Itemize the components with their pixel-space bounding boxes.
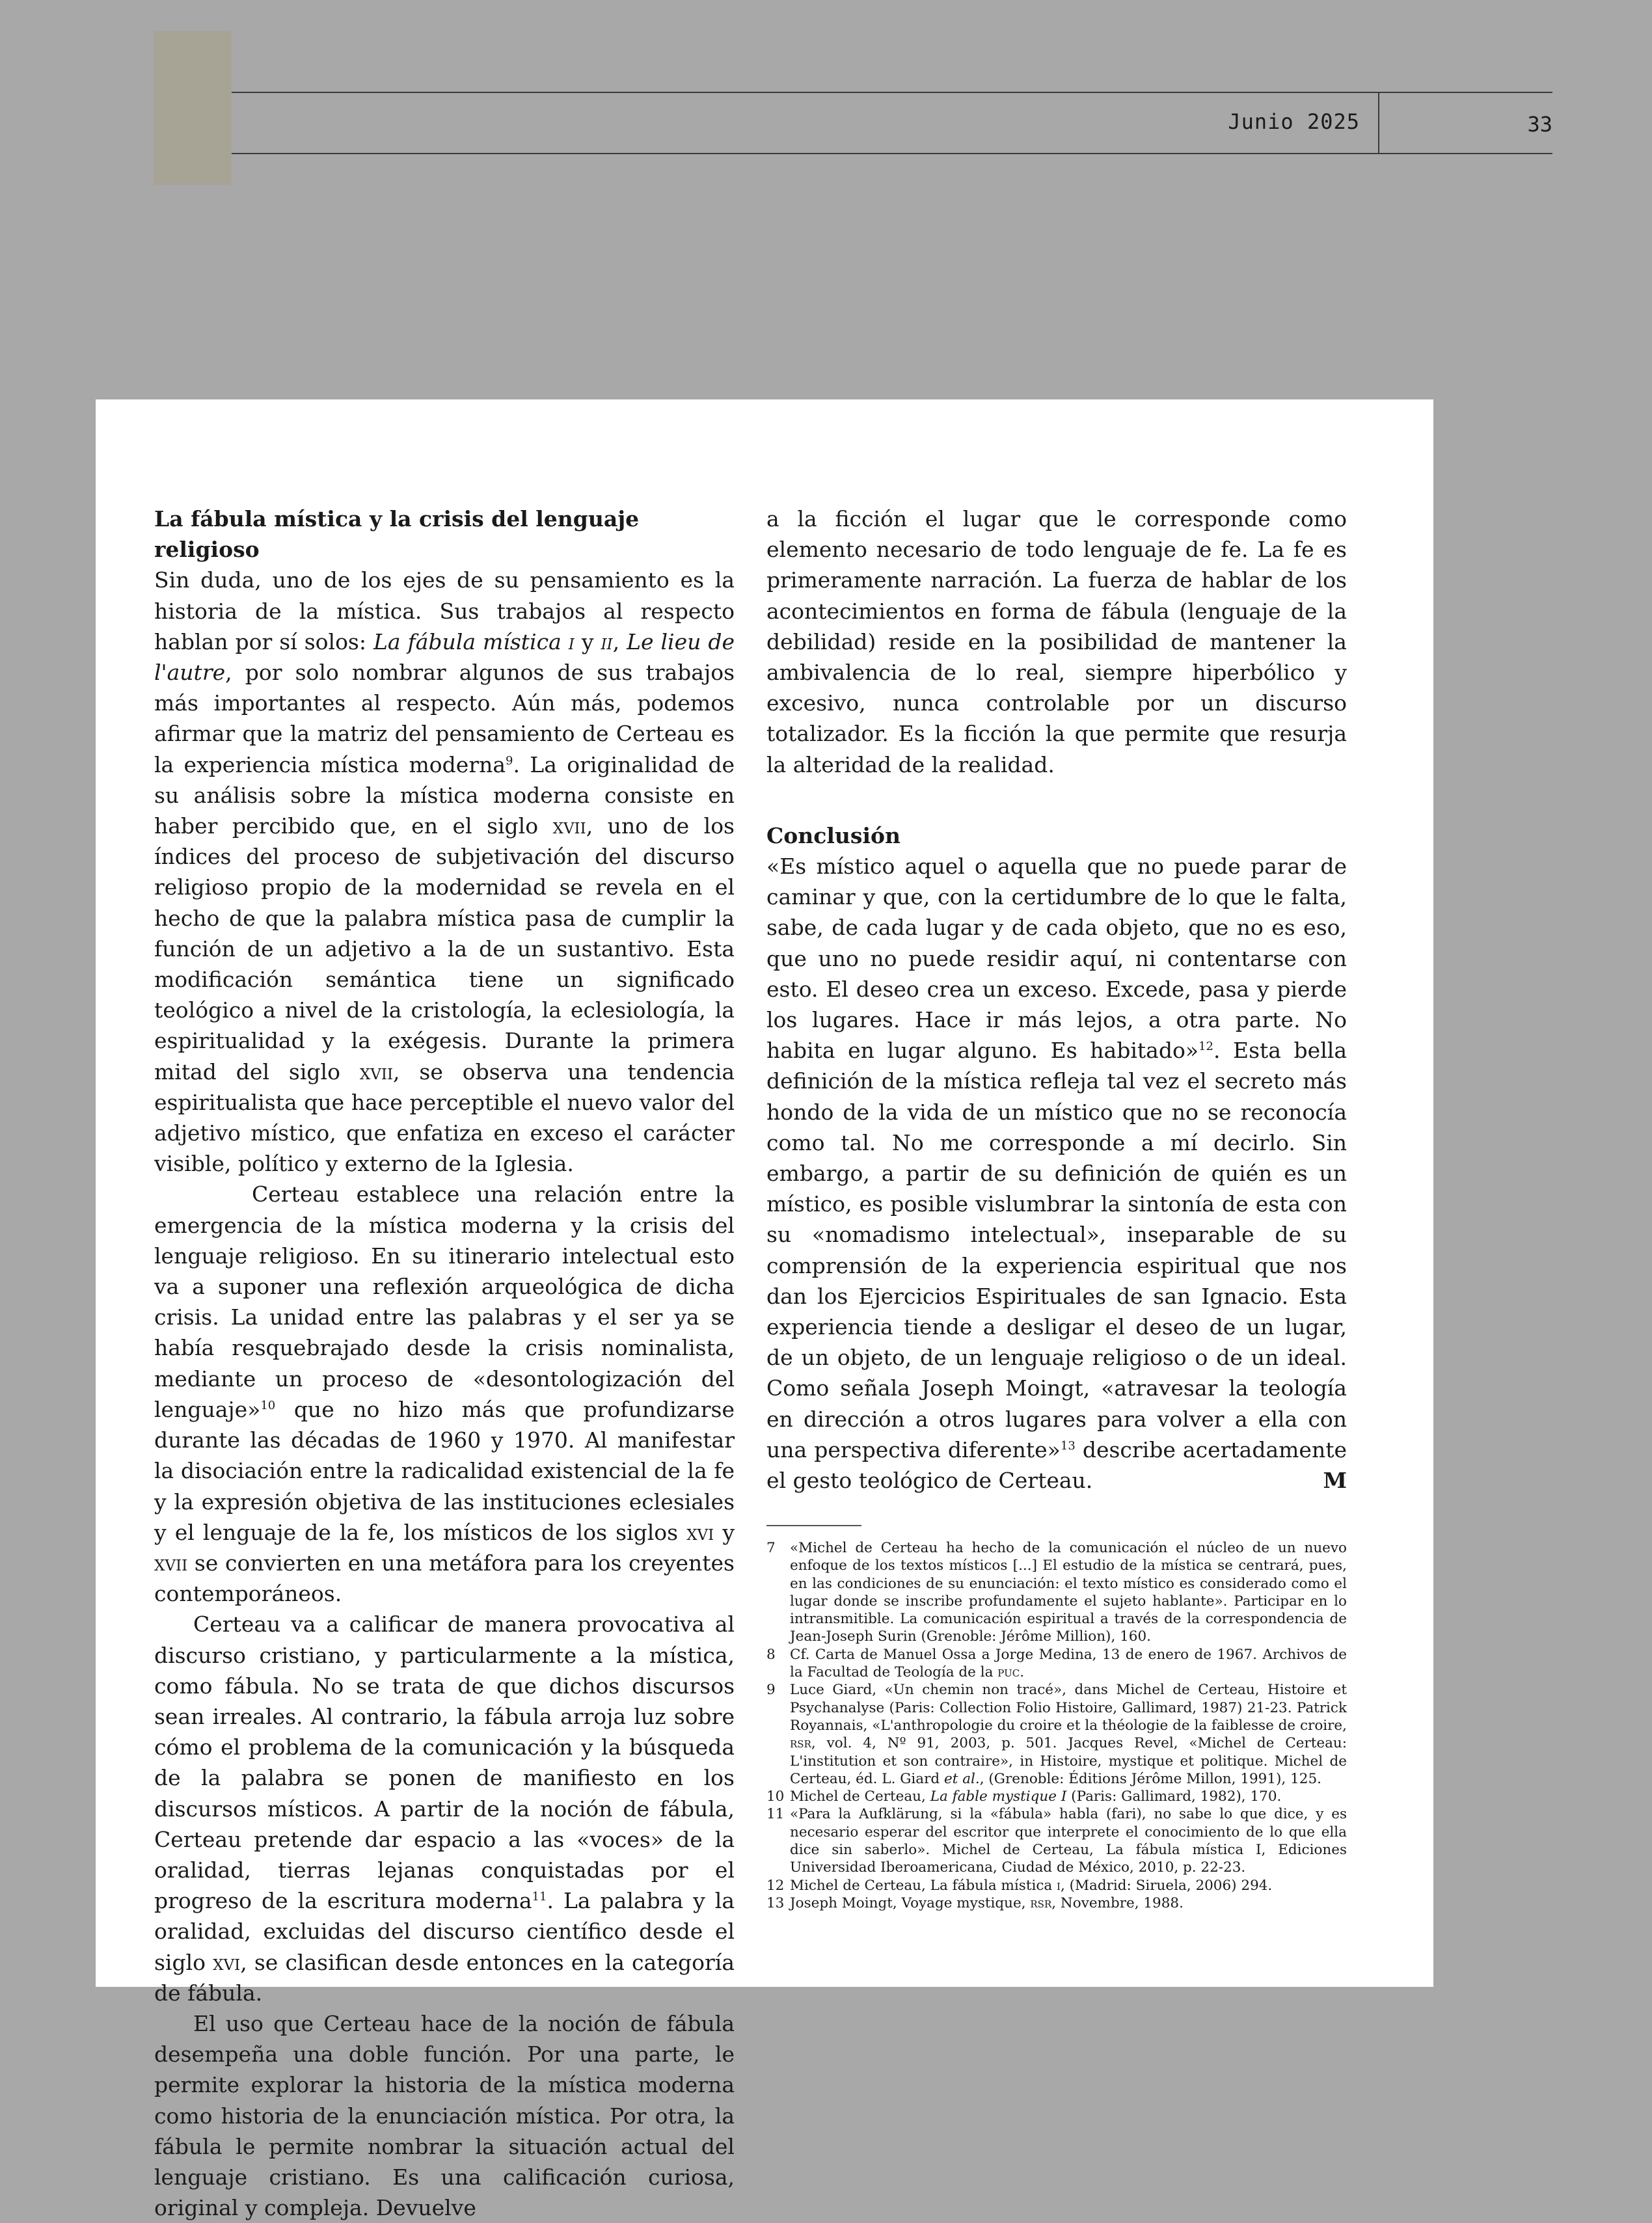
footnote-text: «Para la Aufklärung, si la «fábula» habla (fari), no sabe lo que dice, y es necesario esperar del escritor que interprete el conocimiento de lo que ella dice sin saberlo». Michel de Certeau, La fábula mística I, Ediciones Universidad Iberoamericana, Ciudad de México, 2010, p. 22-23.: [790, 1806, 1347, 1876]
column-right: [766, 504, 1347, 1496]
footnote-7: [766, 1539, 1347, 1646]
footnote-ref-9[interactable]: 9: [506, 753, 513, 768]
paragraph-6: «Es místico aquel o aquella que no puede parar de caminar y que, con la certidumbre de lo que le falta, sabe, de cada lugar y de cada objeto, que no es eso, que uno no puede residir aquí, ni contentarse con esto. El deseo crea un exceso. Excede, pasa y pierde los lugares. Hace ir más lejos, a otra parte. No habita en lugar alguno. Es habitado»$^{12}$. Esta bella definición de la mística refleja tal vez el secreto más hondo de la vida de un místico que no se reconocía como tal. No me corresponde a mí decirlo. Sin embargo, a partir de su definición de quién es un místico, es posible vislumbrar la sintonía de esta con su «nomadismo intelectual», inseparable de su comprensión de la experiencia espiritual que nos dan los Ejercicios Espirituales de san Ignacio. Esta experiencia tiende a desligar el deseo de un lugar, de un objeto, de un lenguaje religioso o de un ideal. Como señala Joseph Moingt, «atravesar la teología en dirección a otros lugares para volver a ella con una perspectiva diferente»$^{13}$ describe acertadamente el gesto teológico de Certeau. M: [766, 851, 1347, 1496]
issue-date: Junio 2025: [1228, 109, 1360, 134]
header-divider: [1378, 92, 1379, 154]
end-mark: M: [1323, 1468, 1347, 1494]
footnote-ref-13[interactable]: 13: [1060, 1438, 1076, 1453]
footnote-number: 11: [766, 1806, 785, 1823]
footnote-13: [766, 1894, 1347, 1912]
footnote-text: Joseph Moingt, Voyage mystique, rsr, Novembre, 1988.: [790, 1894, 1184, 1911]
footnote-12: [766, 1877, 1347, 1894]
footnote-text: Michel de Certeau, La fable mystique I (Paris: Gallimard, 1982), 170.: [790, 1788, 1282, 1805]
column-left: [154, 504, 735, 2223]
paragraph-1: Sin duda, uno de los ejes de su pensamiento es la historia de la mística. Sus trabajos al respecto hablan por sí solos: La fábula mística i y ii, Le lieu de l'autre, por solo nombrar algunos de sus trabajos más importantes al respecto. Aún más, podemos afirmar que la matriz del pensamiento de Certeau es la experiencia mística moderna$^9$. La originalidad de su análisis sobre la mística moderna consiste en haber percibido que, en el siglo xvii, uno de los índices del proceso de subjetivación del discurso religioso propio de la modernidad se revela en el hecho de que la palabra mística pasa de cumplir la función de un adjetivo a la de un sustantivo. Esta modificación semántica tiene un significado teológico a nivel de la cristología, la eclesiología, la espiritualidad y la exégesis. Durante la primera mitad del siglo xvii, se observa una tendencia espiritualista que hace perceptible el nuevo valor del adjetivo místico, que enfatiza en exceso el carácter visible, político y externo de la Iglesia.: [154, 567, 735, 1177]
article-page: [96, 399, 1433, 2221]
footnote-10: [766, 1788, 1347, 1805]
footnote-text: «Michel de Certeau ha hecho de la comunicación el núcleo de un nuevo enfoque de los textos místicos [...] El estudio de la mística se centrará, pues, en las condiciones de su enunciación: el texto místico es considerado como el lugar donde se inscribe profundamente el sujeto hablante». Participar en lo intransmitible. La comunicación espiritual a través de la correspondencia de Jean-Joseph Surin (Grenoble: Jérôme Million), 160.: [790, 1540, 1347, 1645]
footnote-number: 13: [766, 1894, 785, 1911]
footnote-number: 10: [766, 1788, 785, 1805]
footnote-text: Michel de Certeau, La fábula mística i, (Madrid: Siruela, 2006) 294.: [790, 1877, 1273, 1894]
paragraph-3: Certeau va a calificar de manera provocativa al discurso cristiano, y particularmente a la mística, como fábula. No se trata de que dichos discursos sean irreales. Al contrario, la fábula arroja luz sobre cómo el problema de la comunicación y la búsqueda de la palabra se ponen de manifiesto en los discursos místicos. A partir de la noción de fábula, Certeau pretende dar espacio a las «voces» de la oralidad, tierras lejanas conquistadas por el progreso de la escritura moderna$^{11}$. La palabra y la oralidad, excluidas del discurso científico desde el siglo xvi, se clasifican desde entonces en la categoría de fábula.: [154, 1611, 735, 2006]
footnote-11: [766, 1805, 1347, 1876]
paragraph-2: Certeau establece una relación entre la emergencia de la mística moderna y la crisis del lenguaje religioso. En su itinerario intelectual esto va a suponer una reflexión arqueológica de dicha crisis. La unidad entre las palabras y el ser ya se había resquebrajado desde la crisis nominalista, mediante un proceso de «desontologización del lenguaje»$^{10}$ que no hizo más que profundizarse durante las décadas de 1960 y 1970. Al manifestar la disociación entre la radicalidad existencial de la fe y la expresión objetiva de las instituciones eclesiales y el lenguaje de la fe, los místicos de los siglos xvi y xvii se convierten en una metáfora para los creyentes contemporáneos.: [154, 1181, 735, 1607]
header-rule-bottom: [232, 153, 1552, 154]
footnote-number: 9: [766, 1682, 776, 1699]
footnotes: [766, 1539, 1347, 1912]
footnote-number: 7: [766, 1540, 776, 1556]
conclusion-title: Conclusión: [766, 822, 901, 848]
footnote-text: Luce Giard, «Un chemin non tracé», dans Michel de Certeau, Histoire et Psychanalyse (Paris: Collection Folio Histoire, Gallimard, 1987) 21-23. Patrick Royannais, «L'anthropologie du croire et la théologie de la faiblesse de croire, rsr, vol. 4, Nº 91, 2003, p. 501. Jacques Revel, «Michel de Certeau: L'institution et son contraire», in Histoire, mystique et politique. Michel de Certeau, éd. L. Giard et al., (Grenoble: Éditions Jérôme Millon, 1991), 125.: [790, 1682, 1347, 1787]
footnote-rule: [766, 1525, 861, 1526]
header-accent-block: [154, 31, 232, 185]
footnote-ref-12[interactable]: 12: [1198, 1040, 1213, 1054]
footnote-8: [766, 1646, 1347, 1682]
footnote-text: Cf. Carta de Manuel Ossa a Jorge Medina, 13 de enero de 1967. Archivos de la Facultad de Teología de la puc.: [790, 1646, 1347, 1681]
paragraph-4: El uso que Certeau hace de la noción de fábula desempeña una doble función. Por una parte, le permite explorar la historia de la mística moderna como historia de la enunciación mística. Por otra, la fábula le permite nombrar la situación actual del lenguaje cristiano. Es una calificación curiosa, original y compleja. Devuelve: [154, 2010, 735, 2221]
section-title: La fábula mística y la crisis del lenguaje religioso: [154, 506, 640, 563]
footnote-ref-10[interactable]: 10: [260, 1398, 276, 1412]
footnote-9: [766, 1681, 1347, 1788]
footnote-number: 8: [766, 1646, 776, 1663]
page-number: 33: [1527, 112, 1552, 137]
footnote-ref-11[interactable]: 11: [532, 1890, 547, 1904]
header-rule-top: [232, 92, 1552, 93]
paragraph-5: a la ficción el lugar que le corresponde como elemento necesario de todo lenguaje de fe. La fe es primeramente narración. La fuerza de hablar de los acontecimientos en forma de fábula (lenguaje de la debilidad) reside en la posibilidad de mantener la ambivalencia de lo real, siempre hiperbólico y excesivo, nunca controlable por un discurso totalizador. Es la ficción la que permite que resurja la alteridad de la realidad.: [766, 506, 1347, 777]
footnote-number: 12: [766, 1877, 785, 1894]
